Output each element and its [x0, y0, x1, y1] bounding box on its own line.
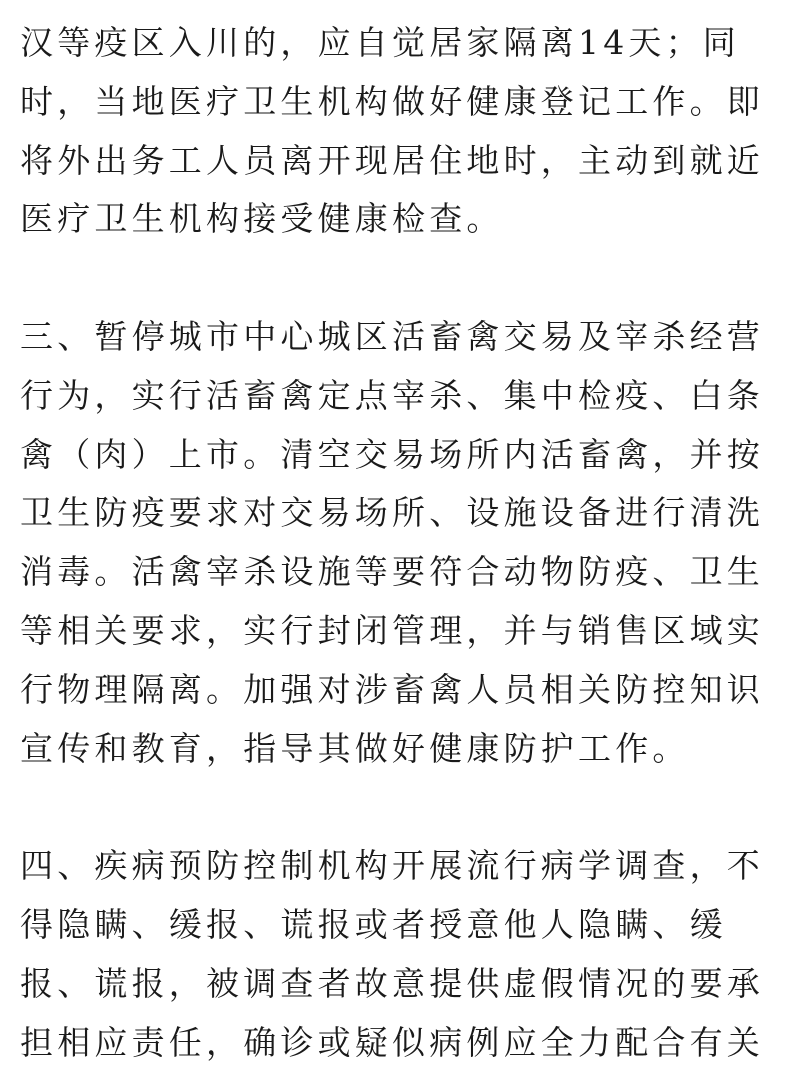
paragraph-gap	[20, 249, 800, 308]
text-line: 三、暂停城市中心城区活畜禽交易及宰杀经营	[20, 316, 764, 356]
document-body	[20, 14, 800, 1072]
text-line: 将外出务工人员离开现居住地时，主动到就近	[20, 140, 764, 180]
paragraph-quarantine	[20, 14, 800, 249]
text-line: 医疗卫生机构接受健康检查。	[20, 199, 504, 239]
text-line: 汉等疫区入川的，应自觉居家隔离14天；同	[20, 23, 740, 62]
text-line: 行物理隔离。加强对涉畜禽人员相关防控知识	[20, 669, 764, 709]
text-line: 卫生防疫要求对交易场所、设施设备进行清洗	[20, 493, 764, 533]
text-line: 宣传和教育，指导其做好健康防护工作。	[20, 728, 690, 768]
paragraph-section-four	[20, 837, 800, 1072]
text-line: 四、疾病预防控制机构开展流行病学调查，不	[20, 846, 764, 886]
text-line: 担相应责任，确诊或疑似病例应全力配合有关	[20, 1022, 764, 1062]
text-line: 等相关要求，实行封闭管理，并与销售区域实	[20, 610, 764, 650]
paragraph-gap	[20, 778, 800, 837]
text-line: 报、谎报，被调查者故意提供虚假情况的要承	[20, 963, 764, 1003]
text-line: 时，当地医疗卫生机构做好健康登记工作。即	[20, 81, 764, 121]
text-line: 禽（肉）上市。清空交易场所内活畜禽，并按	[20, 434, 764, 474]
text-line: 消毒。活禽宰杀设施等要符合动物防疫、卫生	[20, 552, 764, 592]
paragraph-section-three	[20, 308, 800, 778]
text-line: 得隐瞒、缓报、谎报或者授意他人隐瞒、缓	[20, 904, 727, 944]
text-line: 行为，实行活畜禽定点宰杀、集中检疫、白条	[20, 375, 764, 415]
